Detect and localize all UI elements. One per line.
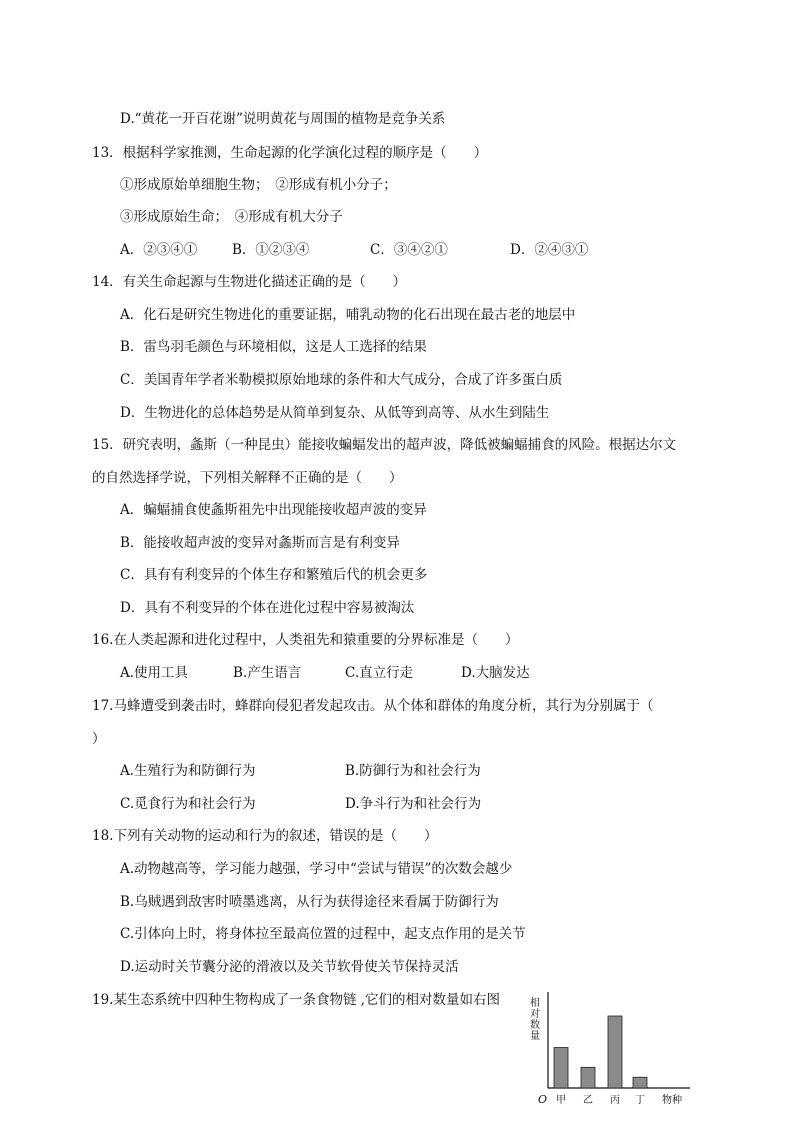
- q16-option-b[interactable]: B.产生语言: [233, 665, 302, 681]
- x-tick-label-丙: 丙: [610, 1095, 620, 1106]
- q14-option-b[interactable]: B．雷鸟羽毛颜色与环境相似，这是人工选择的结果: [120, 339, 427, 355]
- q14-option-d[interactable]: D．生物进化的总体趋势是从简单到复杂、从低等到高等、从水生到陆生: [120, 405, 550, 421]
- q15-option-a[interactable]: A．蝙蝠捕食使螽斯祖先中出现能接收超声波的变异: [120, 502, 427, 518]
- q15-stem-line1: 15．研究表明，螽斯（一种昆虫）能接收蝙蝠发出的超声波，降低被蝙蝠捕食的风险。根据达尔文: [92, 437, 677, 453]
- bar-丁: [633, 1077, 647, 1088]
- species-count-chart: [526, 990, 696, 1110]
- q13-option-d[interactable]: D．②④③①: [510, 242, 589, 258]
- q17-option-d[interactable]: D.争斗行为和社会行为: [345, 796, 482, 812]
- chart-y-label: 相对数量: [530, 998, 540, 1042]
- q17-stem-line1: 17.马蜂遭受到袭击时，蜂群向侵犯者发起攻击。从个体和群体的角度分析，其行为分别属于（: [92, 698, 654, 714]
- q17-option-c[interactable]: C.觅食行为和社会行为: [120, 796, 256, 812]
- q18-option-d[interactable]: D.运动时关节囊分泌的滑液以及关节软骨使关节保持灵活: [120, 959, 459, 975]
- q14-option-c[interactable]: C．美国青年学者米勒模拟原始地球的条件和大气成分，合成了许多蛋白质: [120, 372, 563, 388]
- origin-label: O: [538, 1093, 548, 1106]
- bar-乙: [581, 1067, 595, 1088]
- q12-option-d: D.“黄花一开百花谢”说明黄花与周围的植物是竞争关系: [120, 111, 446, 127]
- q15-option-b[interactable]: B．能接收超声波的变异对螽斯而言是有利变异: [120, 535, 400, 551]
- q13-items-line1: ①形成原始单细胞生物； ②形成有机小分子；: [120, 177, 397, 193]
- x-tick-label-乙: 乙: [583, 1095, 593, 1106]
- q17-stem-line2: ）: [92, 731, 106, 747]
- q16-option-a[interactable]: A.使用工具: [120, 665, 189, 681]
- q15-option-c[interactable]: C．具有有利变异的个体生存和繁殖后代的机会更多: [120, 567, 428, 583]
- x-axis-label: 物种: [662, 1095, 682, 1106]
- q18-option-b[interactable]: B.乌贼遇到敌害时喷墨逃离，从行为获得途径来看属于防御行为: [120, 894, 499, 910]
- x-tick-label-甲: 甲: [556, 1095, 566, 1106]
- q14-stem: 14．有关生命起源与生物进化描述正确的是（ ）: [92, 274, 407, 290]
- q15-stem-line2: 的自然选择学说，下列相关解释不正确的是（ ）: [92, 470, 403, 486]
- q13-option-a[interactable]: A．②③④①: [120, 242, 198, 258]
- q16-option-c[interactable]: C.直立行走: [345, 665, 414, 681]
- q17-option-b[interactable]: B.防御行为和社会行为: [345, 763, 481, 779]
- q13-option-c[interactable]: C．③④②①: [370, 242, 448, 258]
- q13-items-line2: ③形成原始生命； ④形成有机大分子: [120, 209, 343, 225]
- q14-option-a[interactable]: A．化石是研究生物进化的重要证据，哺乳动物的化石出现在最古老的地层中: [120, 307, 576, 323]
- q16-option-d[interactable]: D.大脑发达: [461, 665, 530, 681]
- q19-stem: 19.某生态系统中四种生物构成了一条食物链 ,它们的相对数量如右图: [92, 992, 501, 1008]
- bar-丙: [608, 1016, 622, 1088]
- x-tick-label-丁: 丁: [635, 1095, 645, 1106]
- q18-option-c[interactable]: C.引体向上时，将身体拉至最高位置的过程中，起支点作用的是关节: [120, 926, 526, 942]
- q13-stem: 13．根据科学家推测，生命起源的化学演化过程的顺序是（ ）: [92, 145, 488, 161]
- q17-option-a[interactable]: A.生殖行为和防御行为: [120, 763, 256, 779]
- q15-option-d[interactable]: D．具有不利变异的个体在进化过程中容易被淘汰: [120, 600, 415, 616]
- q18-option-a[interactable]: A.动物越高等，学习能力越强，学习中“尝试与错误”的次数会越少: [120, 861, 513, 877]
- q16-stem: 16.在人类起源和进化过程中，人类祖先和猿重要的分界标准是（ ）: [92, 632, 519, 648]
- q13-option-b[interactable]: B．①②③④: [232, 242, 310, 258]
- q18-stem: 18.下列有关动物的运动和行为的叙述，错误的是（ ）: [92, 828, 438, 844]
- bar-甲: [554, 1048, 568, 1089]
